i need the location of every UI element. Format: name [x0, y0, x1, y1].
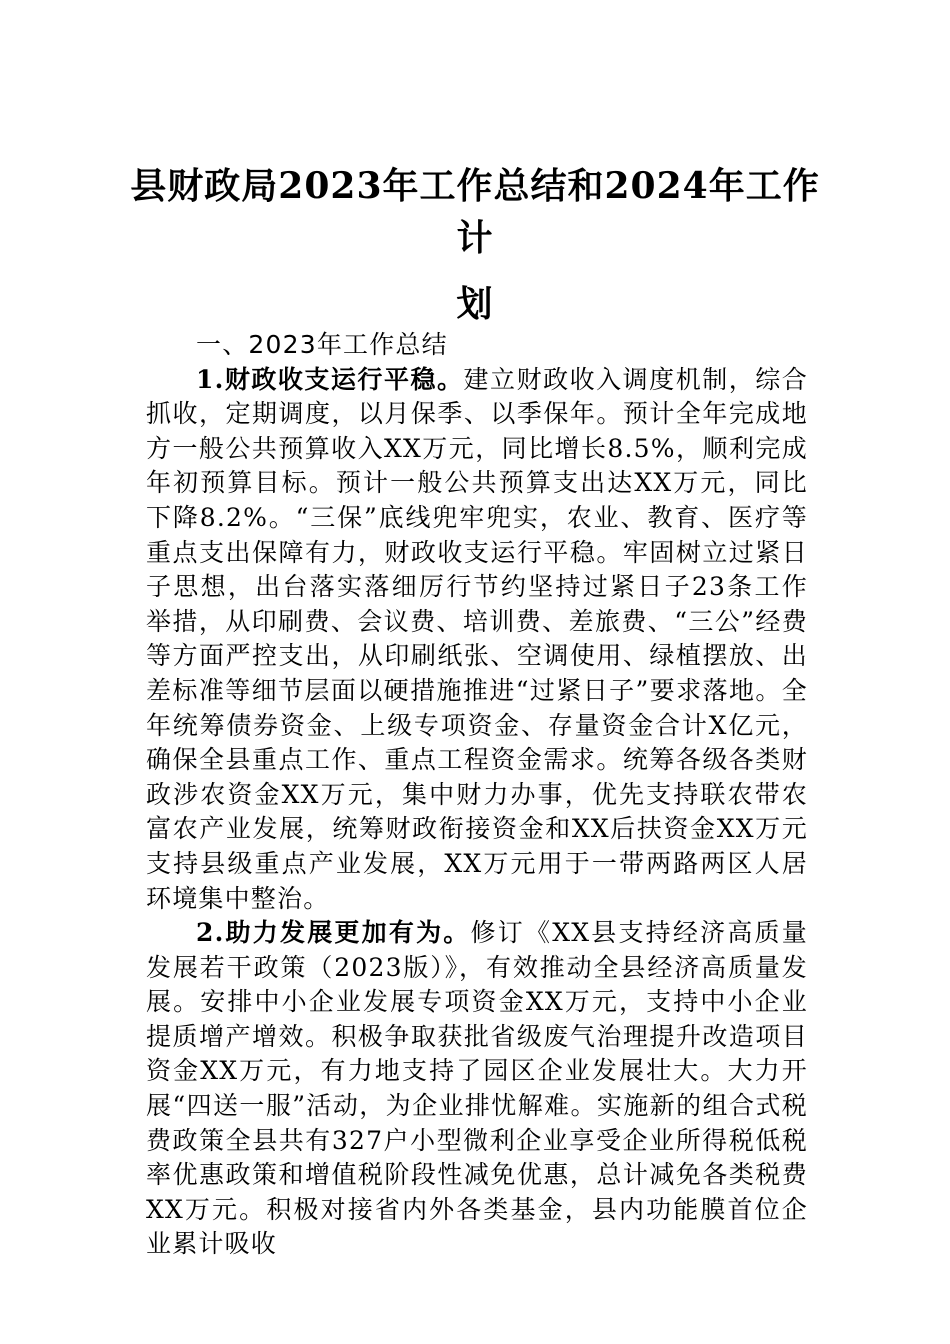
section-heading: 一、2023年工作总结: [196, 330, 448, 359]
paragraph-1: [146, 363, 808, 917]
paragraph-2: [146, 916, 808, 1262]
document-title: [120, 160, 830, 330]
paragraph-2-lead: 2.助力发展更加有为。: [196, 918, 471, 948]
paragraph-1-text: 建立财政收入调度机制，综合抓收，定期调度，以月保季、以季保年。预计全年完成地方一般公共预算收入XX万元，同比增长8.5%，顺利完成年初预算目标。预计一般公共预算支出达XX万元，同比下降8.2%。“三保”底线兜牢兜实，农业、教育、医疗等重点支出保障有力，财政收支运行平稳。牢固树立过紧日子思想，出台落实落细厉行节约坚持过紧日子23条工作举措，从印刷费、会议费、培训费、差旅费、“三公”经费等方面严控支出，从印刷纸张、空调使用、绿植摆放、出差标准等细节层面以硬措施推进“过紧日子”要求落地。全年统筹债券资金、上级专项资金、存量资金合计X亿元，确保全县重点工作、重点工程资金需求。统筹各级各类财政涉农资金XX万元，集中财力办事，优先支持联农带农富农产业发展，统筹财政衔接资金和XX后扶资金XX万元支持县级重点产业发展，XX万元用于一带两路两区人居环境集中整治。: [146, 364, 808, 913]
paragraph-2-text: 修订《XX县支持经济高质量发展若干政策（2023版）》，有效推动全县经济高质量发展。安排中小企业发展专项资金XX万元，支持中小企业提质增产增效。积极争取获批省级废气治理提升改造项目资金XX万元，有力地支持了园区企业发展壮大。大力开展“四送一服”活动，为企业排忧解难。实施新的组合式税费政策全县共有327户小型微利企业享受企业所得税低税率优惠政策和增值税阶段性减免优惠，总计减免各类税费XX万元。积极对接省内外各类基金，县内功能膜首位企业累计吸收: [146, 918, 808, 1259]
document-body: [146, 328, 808, 1262]
title-line-2: 划: [456, 283, 494, 325]
paragraph-1-lead: 1.财政收支运行平稳。: [196, 364, 464, 394]
title-line-1: 县财政局2023年工作总结和2024年工作计: [130, 165, 820, 259]
